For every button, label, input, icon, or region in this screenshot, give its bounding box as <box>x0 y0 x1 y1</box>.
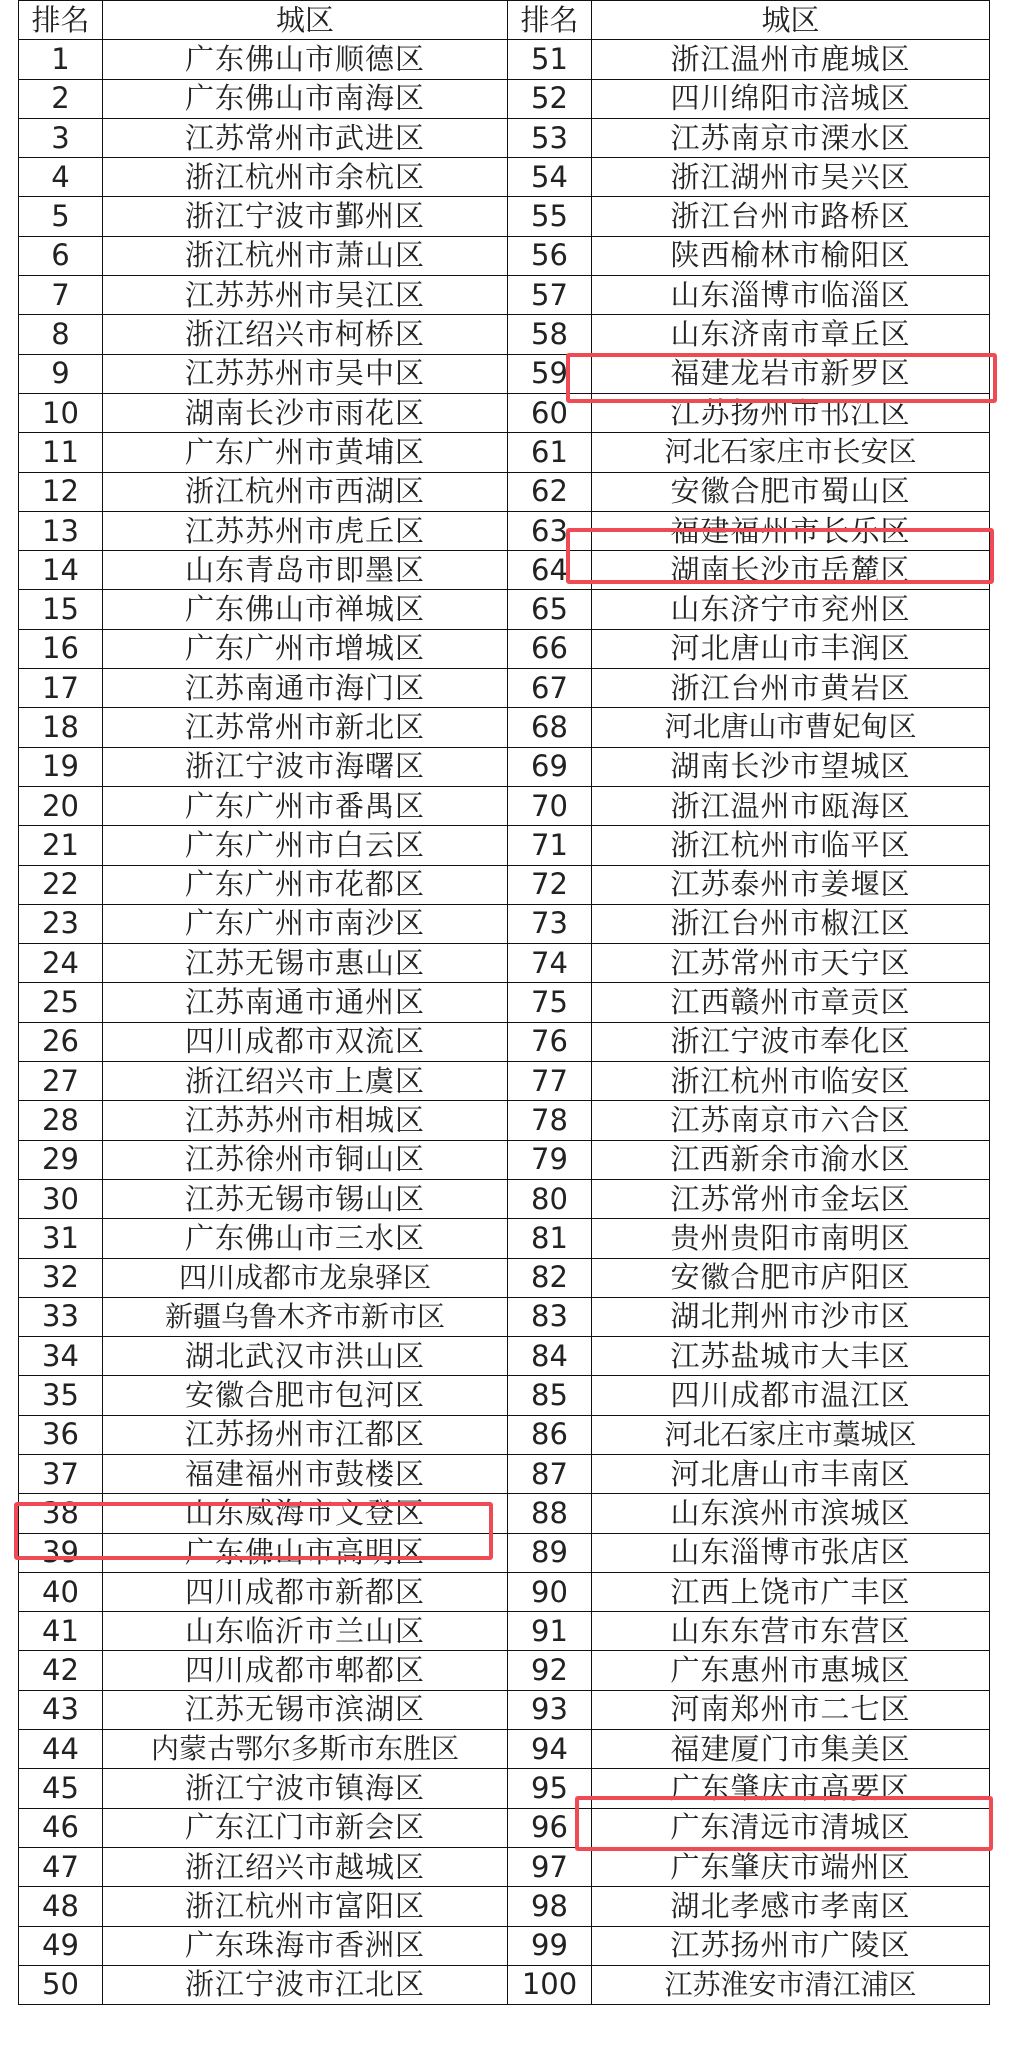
table-row <box>19 1415 990 1454</box>
district-cell-right: 四川成都市温江区 <box>592 1376 990 1415</box>
rank-cell-left: 20 <box>19 786 103 825</box>
rank-cell-right: 51 <box>508 40 592 79</box>
district-cell-right: 浙江温州市瓯海区 <box>592 786 990 825</box>
table-row <box>19 1769 990 1808</box>
district-cell-right: 安徽合肥市庐阳区 <box>592 1258 990 1297</box>
table-row <box>19 236 990 275</box>
district-cell-left: 浙江绍兴市柯桥区 <box>103 315 508 354</box>
table-row <box>19 1494 990 1533</box>
rank-cell-left: 37 <box>19 1454 103 1493</box>
table-row <box>19 158 990 197</box>
district-cell-right: 浙江杭州市临平区 <box>592 826 990 865</box>
rank-cell-right: 77 <box>508 1062 592 1101</box>
district-cell-left: 内蒙古鄂尔多斯市东胜区 <box>103 1730 508 1769</box>
district-cell-left: 山东青岛市即墨区 <box>103 551 508 590</box>
table-row <box>19 983 990 1022</box>
rank-cell-left: 41 <box>19 1612 103 1651</box>
rank-cell-right: 58 <box>508 315 592 354</box>
rank-cell-left: 38 <box>19 1494 103 1533</box>
rank-cell-right: 79 <box>508 1140 592 1179</box>
rank-cell-left: 33 <box>19 1297 103 1336</box>
district-cell-right: 山东滨州市滨城区 <box>592 1494 990 1533</box>
rank-cell-left: 15 <box>19 590 103 629</box>
table-row <box>19 315 990 354</box>
district-cell-right: 江苏扬州市广陵区 <box>592 1926 990 1965</box>
table-row <box>19 1258 990 1297</box>
rank-cell-right: 70 <box>508 786 592 825</box>
table-row <box>19 1454 990 1493</box>
rank-cell-right: 52 <box>508 79 592 118</box>
district-cell-left: 浙江杭州市萧山区 <box>103 236 508 275</box>
table-row <box>19 276 990 315</box>
district-cell-right: 广东清远市清城区 <box>592 1808 990 1847</box>
district-cell-left: 广东佛山市高明区 <box>103 1533 508 1572</box>
rank-cell-left: 2 <box>19 79 103 118</box>
district-cell-right: 山东东营市东营区 <box>592 1612 990 1651</box>
district-cell-right: 江西新余市渝水区 <box>592 1140 990 1179</box>
rank-cell-left: 47 <box>19 1847 103 1886</box>
district-cell-right: 江苏扬州市邗江区 <box>592 393 990 432</box>
table-row <box>19 1101 990 1140</box>
table-row <box>19 1297 990 1336</box>
table-row <box>19 1965 990 2004</box>
rank-cell-right: 89 <box>508 1533 592 1572</box>
rank-cell-right: 83 <box>508 1297 592 1336</box>
rank-cell-left: 39 <box>19 1533 103 1572</box>
district-cell-left: 四川成都市龙泉驿区 <box>103 1258 508 1297</box>
district-cell-left: 浙江杭州市西湖区 <box>103 472 508 511</box>
district-cell-left: 江苏南通市通州区 <box>103 983 508 1022</box>
rank-cell-left: 3 <box>19 118 103 157</box>
rank-cell-right: 96 <box>508 1808 592 1847</box>
table-row <box>19 433 990 472</box>
district-cell-left: 福建福州市鼓楼区 <box>103 1454 508 1493</box>
table-row <box>19 1140 990 1179</box>
district-cell-right: 江苏盐城市大丰区 <box>592 1337 990 1376</box>
rank-cell-left: 32 <box>19 1258 103 1297</box>
rank-cell-left: 23 <box>19 904 103 943</box>
rank-cell-left: 9 <box>19 354 103 393</box>
rank-cell-left: 12 <box>19 472 103 511</box>
rank-cell-left: 4 <box>19 158 103 197</box>
rank-cell-left: 46 <box>19 1808 103 1847</box>
rank-cell-left: 10 <box>19 393 103 432</box>
district-cell-left: 江苏苏州市吴江区 <box>103 276 508 315</box>
rank-cell-right: 57 <box>508 276 592 315</box>
district-cell-right: 山东济宁市兖州区 <box>592 590 990 629</box>
rank-cell-right: 99 <box>508 1926 592 1965</box>
district-cell-right: 河北唐山市丰润区 <box>592 629 990 668</box>
rank-cell-right: 92 <box>508 1651 592 1690</box>
district-cell-left: 浙江宁波市海曙区 <box>103 747 508 786</box>
district-cell-right: 贵州贵阳市南明区 <box>592 1219 990 1258</box>
rank-cell-left: 1 <box>19 40 103 79</box>
district-cell-right: 江苏淮安市清江浦区 <box>592 1965 990 2004</box>
rank-cell-right: 73 <box>508 904 592 943</box>
rank-cell-right: 97 <box>508 1847 592 1886</box>
rank-cell-left: 8 <box>19 315 103 354</box>
rank-cell-right: 80 <box>508 1179 592 1218</box>
district-cell-right: 广东肇庆市高要区 <box>592 1769 990 1808</box>
rank-cell-left: 16 <box>19 629 103 668</box>
table-row <box>19 865 990 904</box>
district-cell-right: 山东淄博市张店区 <box>592 1533 990 1572</box>
header-rank-left: 排名 <box>19 1 103 40</box>
rank-cell-left: 19 <box>19 747 103 786</box>
rank-cell-left: 45 <box>19 1769 103 1808</box>
rank-cell-right: 78 <box>508 1101 592 1140</box>
district-cell-right: 河北石家庄市藁城区 <box>592 1415 990 1454</box>
rank-cell-left: 44 <box>19 1730 103 1769</box>
table-row <box>19 511 990 550</box>
rank-cell-right: 62 <box>508 472 592 511</box>
district-cell-right: 山东淄博市临淄区 <box>592 276 990 315</box>
rank-cell-right: 98 <box>508 1887 592 1926</box>
rank-cell-right: 67 <box>508 669 592 708</box>
district-cell-left: 广东佛山市顺德区 <box>103 40 508 79</box>
district-cell-left: 山东临沂市兰山区 <box>103 1612 508 1651</box>
table-row <box>19 1572 990 1611</box>
district-cell-right: 陕西榆林市榆阳区 <box>592 236 990 275</box>
rank-cell-left: 25 <box>19 983 103 1022</box>
district-cell-right: 江苏常州市天宁区 <box>592 944 990 983</box>
district-cell-left: 四川成都市双流区 <box>103 1022 508 1061</box>
district-cell-right: 湖北荆州市沙市区 <box>592 1297 990 1336</box>
rank-cell-left: 43 <box>19 1690 103 1729</box>
rank-cell-left: 18 <box>19 708 103 747</box>
district-cell-left: 广东江门市新会区 <box>103 1808 508 1847</box>
district-cell-left: 江苏常州市武进区 <box>103 118 508 157</box>
district-cell-left: 广东佛山市禅城区 <box>103 590 508 629</box>
district-cell-left: 浙江宁波市镇海区 <box>103 1769 508 1808</box>
rank-cell-left: 30 <box>19 1179 103 1218</box>
table-row <box>19 197 990 236</box>
district-cell-left: 江苏常州市新北区 <box>103 708 508 747</box>
district-cell-right: 四川绵阳市涪城区 <box>592 79 990 118</box>
rank-cell-left: 13 <box>19 511 103 550</box>
district-cell-right: 湖南长沙市岳麓区 <box>592 551 990 590</box>
rank-cell-right: 88 <box>508 1494 592 1533</box>
district-cell-left: 广东广州市花都区 <box>103 865 508 904</box>
district-cell-left: 浙江绍兴市越城区 <box>103 1847 508 1886</box>
rank-cell-left: 36 <box>19 1415 103 1454</box>
rank-cell-right: 94 <box>508 1730 592 1769</box>
district-cell-right: 广东肇庆市端州区 <box>592 1847 990 1886</box>
rank-cell-left: 40 <box>19 1572 103 1611</box>
rank-cell-right: 85 <box>508 1376 592 1415</box>
district-cell-left: 湖北武汉市洪山区 <box>103 1337 508 1376</box>
district-cell-right: 浙江宁波市奉化区 <box>592 1022 990 1061</box>
rank-cell-right: 90 <box>508 1572 592 1611</box>
district-cell-left: 江苏徐州市铜山区 <box>103 1140 508 1179</box>
rank-cell-right: 56 <box>508 236 592 275</box>
district-cell-right: 江西赣州市章贡区 <box>592 983 990 1022</box>
rank-cell-left: 29 <box>19 1140 103 1179</box>
district-cell-left: 浙江杭州市富阳区 <box>103 1887 508 1926</box>
rank-cell-right: 65 <box>508 590 592 629</box>
district-cell-right: 浙江台州市椒江区 <box>592 904 990 943</box>
district-cell-right: 浙江湖州市吴兴区 <box>592 158 990 197</box>
district-cell-left: 四川成都市新都区 <box>103 1572 508 1611</box>
district-cell-left: 安徽合肥市包河区 <box>103 1376 508 1415</box>
district-cell-right: 江苏南京市溧水区 <box>592 118 990 157</box>
rank-cell-left: 26 <box>19 1022 103 1061</box>
district-cell-right: 福建龙岩市新罗区 <box>592 354 990 393</box>
rank-cell-right: 93 <box>508 1690 592 1729</box>
rank-cell-right: 64 <box>508 551 592 590</box>
district-cell-left: 江苏南通市海门区 <box>103 669 508 708</box>
rank-cell-right: 91 <box>508 1612 592 1651</box>
rank-cell-right: 75 <box>508 983 592 1022</box>
table-row <box>19 1022 990 1061</box>
district-cell-right: 安徽合肥市蜀山区 <box>592 472 990 511</box>
district-cell-right: 江西上饶市广丰区 <box>592 1572 990 1611</box>
table-row <box>19 1651 990 1690</box>
rank-cell-right: 68 <box>508 708 592 747</box>
rank-cell-right: 82 <box>508 1258 592 1297</box>
rank-cell-left: 34 <box>19 1337 103 1376</box>
rank-cell-right: 95 <box>508 1769 592 1808</box>
table-row <box>19 1730 990 1769</box>
district-cell-right: 广东惠州市惠城区 <box>592 1651 990 1690</box>
table-row <box>19 1690 990 1729</box>
district-cell-right: 河南郑州市二七区 <box>592 1690 990 1729</box>
district-cell-left: 浙江宁波市江北区 <box>103 1965 508 2004</box>
rank-cell-right: 84 <box>508 1337 592 1376</box>
table-row <box>19 1533 990 1572</box>
rank-cell-left: 5 <box>19 197 103 236</box>
district-cell-left: 广东广州市增城区 <box>103 629 508 668</box>
table-row <box>19 1847 990 1886</box>
rank-cell-right: 53 <box>508 118 592 157</box>
table-row <box>19 944 990 983</box>
table-row <box>19 354 990 393</box>
rank-cell-left: 31 <box>19 1219 103 1258</box>
table-row <box>19 40 990 79</box>
district-cell-left: 广东广州市黄埔区 <box>103 433 508 472</box>
district-cell-left: 江苏苏州市吴中区 <box>103 354 508 393</box>
district-cell-left: 江苏无锡市锡山区 <box>103 1179 508 1218</box>
rank-cell-right: 72 <box>508 865 592 904</box>
table-row <box>19 590 990 629</box>
district-cell-left: 广东广州市番禺区 <box>103 786 508 825</box>
district-cell-left: 江苏苏州市虎丘区 <box>103 511 508 550</box>
table-row <box>19 1612 990 1651</box>
rank-cell-right: 69 <box>508 747 592 786</box>
table-row <box>19 393 990 432</box>
rank-cell-right: 59 <box>508 354 592 393</box>
rank-cell-left: 28 <box>19 1101 103 1140</box>
table-row <box>19 1376 990 1415</box>
rank-cell-right: 74 <box>508 944 592 983</box>
rank-cell-left: 17 <box>19 669 103 708</box>
rank-cell-left: 49 <box>19 1926 103 1965</box>
rank-cell-right: 100 <box>508 1965 592 2004</box>
rank-cell-left: 14 <box>19 551 103 590</box>
rank-cell-right: 61 <box>508 433 592 472</box>
district-cell-left: 江苏无锡市惠山区 <box>103 944 508 983</box>
table-row <box>19 1337 990 1376</box>
district-cell-right: 湖南长沙市望城区 <box>592 747 990 786</box>
district-cell-right: 福建福州市长乐区 <box>592 511 990 550</box>
district-cell-left: 广东佛山市三水区 <box>103 1219 508 1258</box>
table-row <box>19 708 990 747</box>
rank-cell-left: 27 <box>19 1062 103 1101</box>
district-cell-right: 浙江台州市路桥区 <box>592 197 990 236</box>
district-cell-left: 山东威海市文登区 <box>103 1494 508 1533</box>
district-cell-right: 江苏泰州市姜堰区 <box>592 865 990 904</box>
rank-cell-left: 48 <box>19 1887 103 1926</box>
rank-cell-left: 21 <box>19 826 103 865</box>
table-row <box>19 904 990 943</box>
table-row <box>19 551 990 590</box>
table-row <box>19 786 990 825</box>
table-row <box>19 629 990 668</box>
header-rank-right: 排名 <box>508 1 592 40</box>
table-row <box>19 1219 990 1258</box>
rank-cell-left: 6 <box>19 236 103 275</box>
district-cell-left: 湖南长沙市雨花区 <box>103 393 508 432</box>
table-row <box>19 1887 990 1926</box>
table-row <box>19 826 990 865</box>
rank-cell-right: 54 <box>508 158 592 197</box>
district-cell-left: 新疆乌鲁木齐市新市区 <box>103 1297 508 1336</box>
district-cell-right: 浙江杭州市临安区 <box>592 1062 990 1101</box>
rank-cell-left: 50 <box>19 1965 103 2004</box>
district-cell-left: 广东珠海市香洲区 <box>103 1926 508 1965</box>
rank-cell-right: 86 <box>508 1415 592 1454</box>
district-cell-right: 河北唐山市丰南区 <box>592 1454 990 1493</box>
rank-cell-left: 7 <box>19 276 103 315</box>
district-cell-right: 山东济南市章丘区 <box>592 315 990 354</box>
rank-cell-right: 71 <box>508 826 592 865</box>
district-cell-left: 浙江杭州市余杭区 <box>103 158 508 197</box>
table-row <box>19 79 990 118</box>
table-row <box>19 669 990 708</box>
district-cell-right: 河北石家庄市长安区 <box>592 433 990 472</box>
rank-cell-right: 66 <box>508 629 592 668</box>
district-cell-left: 广东广州市白云区 <box>103 826 508 865</box>
rank-cell-left: 11 <box>19 433 103 472</box>
rank-cell-right: 55 <box>508 197 592 236</box>
rank-cell-right: 60 <box>508 393 592 432</box>
district-cell-left: 广东佛山市南海区 <box>103 79 508 118</box>
district-cell-right: 江苏常州市金坛区 <box>592 1179 990 1218</box>
table-row <box>19 1926 990 1965</box>
table-row <box>19 118 990 157</box>
rank-cell-right: 81 <box>508 1219 592 1258</box>
table-row <box>19 1808 990 1847</box>
table-body <box>19 40 990 2005</box>
district-cell-right: 江苏南京市六合区 <box>592 1101 990 1140</box>
district-cell-left: 江苏无锡市滨湖区 <box>103 1690 508 1729</box>
district-cell-right: 浙江温州市鹿城区 <box>592 40 990 79</box>
district-cell-left: 江苏苏州市相城区 <box>103 1101 508 1140</box>
table-row <box>19 1179 990 1218</box>
district-cell-left: 四川成都市郫都区 <box>103 1651 508 1690</box>
district-cell-right: 河北唐山市曹妃甸区 <box>592 708 990 747</box>
table-row <box>19 747 990 786</box>
rank-cell-right: 87 <box>508 1454 592 1493</box>
table-row <box>19 472 990 511</box>
district-cell-left: 浙江绍兴市上虞区 <box>103 1062 508 1101</box>
header-row <box>19 1 990 40</box>
district-cell-right: 浙江台州市黄岩区 <box>592 669 990 708</box>
rank-cell-left: 42 <box>19 1651 103 1690</box>
rank-cell-left: 22 <box>19 865 103 904</box>
district-cell-right: 福建厦门市集美区 <box>592 1730 990 1769</box>
district-cell-right: 湖北孝感市孝南区 <box>592 1887 990 1926</box>
rank-cell-left: 35 <box>19 1376 103 1415</box>
header-district-left: 城区 <box>103 1 508 40</box>
rank-cell-right: 63 <box>508 511 592 550</box>
district-cell-left: 江苏扬州市江都区 <box>103 1415 508 1454</box>
rank-cell-left: 24 <box>19 944 103 983</box>
ranking-table <box>18 0 990 2005</box>
header-district-right: 城区 <box>592 1 990 40</box>
table-row <box>19 1062 990 1101</box>
district-cell-left: 浙江宁波市鄞州区 <box>103 197 508 236</box>
district-cell-left: 广东广州市南沙区 <box>103 904 508 943</box>
rank-cell-right: 76 <box>508 1022 592 1061</box>
